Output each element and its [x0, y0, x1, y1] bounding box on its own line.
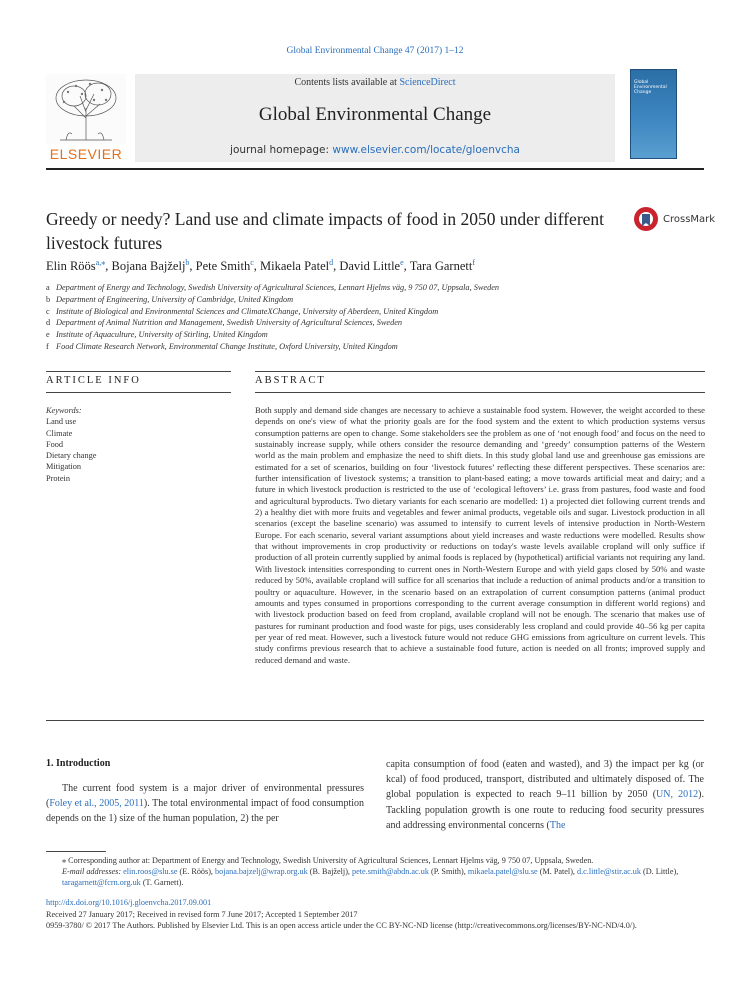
email-link[interactable]: mikaela.patel@slu.se [467, 867, 538, 877]
crossmark-badge[interactable] [633, 206, 716, 236]
abstract-rule-top [255, 371, 705, 372]
email-link[interactable]: taragarnett@fcrn.org.uk [62, 878, 141, 888]
header-divider [46, 168, 704, 170]
journal-reference[interactable]: Global Environmental Change 47 (2017) 1–12 [286, 46, 464, 56]
author[interactable]: Bojana Bajželj$^b$, [111, 258, 196, 274]
author-list [46, 258, 706, 274]
affiliation: f Food Climate Research Network, Environmental Change Institute, Oxford University, United Kingdom [46, 341, 398, 351]
keyword: Mitigation [46, 462, 82, 472]
homepage-link[interactable]: www.elsevier.com/locate/gloenvcha [332, 144, 520, 156]
article-info-rule-bottom [46, 392, 231, 393]
section-heading-introduction: 1. Introduction [46, 758, 111, 769]
email-link[interactable]: elin.roos@slu.se [123, 867, 178, 877]
citation-link[interactable]: The [549, 819, 566, 831]
article-info-heading: ARTICLE INFO [46, 375, 141, 386]
corresponding-author-note: ⁎ Corresponding author at: Department of Energy and Technology, Swedish University of Agricultural Sciences, Lennart Hjelms väg, 9 750 07, Uppsala, Sweden. [62, 856, 594, 865]
journal-cover-image[interactable] [630, 69, 677, 159]
cover-title: Global Environmental Change [634, 80, 667, 95]
body-column-right: capita consumption of food (eaten and wasted), and 3) the impact per kg (or kcal) of food produced, transport, distributed and ultimately disposed of. The global population is expected to reach 9–11 billion by 2050 (UN, 2012). Tackling population growth is one route to reducing food security pressures and addressing environmental concerns (The [386, 759, 704, 831]
crossmark-icon [633, 206, 659, 232]
author[interactable]: Elin Röös$^{a,⁎}$, [46, 258, 112, 274]
email-addresses: E-mail addresses: elin.roos@slu.se (E. Röös), bojana.bajzelj@wrap.org.uk (B. Bajželj), pete.smith@abdn.ac.uk (P. Smith), mikaela.patel@slu.se (M. Patel), d.c.little@stir.ac.uk (D. Little), taragarnett@fcrn.org.uk (T. Garnett). [62, 867, 679, 888]
keyword: Food [46, 439, 64, 449]
email-link[interactable]: pete.smith@abdn.ac.uk [352, 867, 429, 877]
contents-prefix: Contents lists available at [294, 77, 400, 88]
copyright-line: 0959-3780/ © 2017 The Authors. Published by Elsevier Ltd. This is an open access article under the CC BY-NC-ND license (http://creativecommons.org/licenses/BY-NC-ND/4.0/). [46, 921, 637, 930]
affiliation: a Department of Energy and Technology, Swedish University of Agricultural Sciences, Lennart Hjelms väg, 9 750 07, Uppsala, Sweden [46, 283, 500, 292]
citation-link[interactable]: Foley et al., 2005, 2011 [49, 798, 144, 810]
citation-link[interactable]: UN, 2012 [656, 789, 699, 801]
journal-header-band [135, 74, 615, 162]
affiliations [46, 282, 706, 353]
email-link[interactable]: bojana.bajzelj@wrap.org.uk [215, 867, 308, 877]
author[interactable]: Mikaela Patel$^d$, [260, 258, 340, 274]
elsevier-logo[interactable] [46, 74, 126, 162]
homepage-prefix: journal homepage: [230, 144, 333, 156]
affiliation: e Institute of Aquaculture, University of Stirling, United Kingdom [46, 330, 268, 340]
keyword: Climate [46, 428, 73, 438]
footnotes [46, 855, 706, 889]
author[interactable]: Tara Garnett$^f$ [409, 258, 475, 274]
doi-link[interactable]: http://dx.doi.org/10.1016/j.gloenvcha.2017.09.001 [46, 898, 212, 907]
article-title: Greedy or needy? Land use and climate impacts of food in 2050 under different livestock futures [46, 209, 605, 253]
elsevier-tree-icon [46, 74, 126, 144]
received-dates: Received 27 January 2017; Received in revised form 7 June 2017; Accepted 1 September 2017 [46, 909, 358, 919]
article-info-rule-top [46, 371, 231, 372]
keyword: Protein [46, 473, 70, 483]
elsevier-wordmark: ELSEVIER [49, 146, 123, 162]
crossmark-label: CrossMark [663, 214, 716, 225]
abstract-text: Both supply and demand side changes are necessary to achieve a sustainable food system. However, the weight accorded to these depends on one's view of what the priority goals are for the food system and the extent to which production systems versus consumption patterns are open to change. Some stakeholders see the problem as one of ‘not enough food’ and focus on the need to sustainably increase supply, while others consider the resource demanding and ‘greedy’ consumption patterns of the Western world as the main problem and emphasize the need to shift diets. In this study global land use and greenhouse gas emissions are estimated for a set of scenarios, building on four ‘livestock futures’ reflecting these different perspectives. These scenarios are: further intensification of livestock systems; a transition to plant-based eating; a move towards artificial meat and dairy; and a future in which livestock production is restricted to the use of ‘ecological leftovers’ i.e. grass from pastures, food waste and food and agricultural byproducts. Two dietary variants for each scenario are modelled: 1) a projected diet following current trends and 2) a healthy diet with more fruits and vegetables and fewer animal products, vegetable oils and sugar. Livestock production in all scenarios (except the baseline scenario) was assumed to intensify to current levels of intensive production in North-Western Europe. For each scenario, several variant assumptions about yield increases and waste reductions were modelled. Results show that without improvements in crop productivity or reductions on today's waste levels available cropland will only suffice if production of all protein currently supplied by animal foods is replaced by (hypothetical) artificial variants not requiring any land. With livestock intensities corresponding to current ones in North-Western Europe and with yield gaps closed by 50% and waste reduced by 50%, available cropland will suffice for all scenarios that include a reduction of animal products and/or a transition to poultry or aquaculture. However, in the scenario based on an extrapolation of current consumption patterns (animal product amounts and types consumed in proportions corresponding to the current average consumption in different world regions) and with livestock production based on feed from cropland, available cropland will not be enough. The scenario that makes use of pastures for ruminant production and food waste for pigs, uses considerably less cropland and could provide 40–56 kg per capita per year of red meat. However, such a livestock future would not reduce GHG emissions from agriculture on current levels. This study confirms previous research that to achieve a sustainable food future, action is needed on all fronts; improved supply and reduced demand and waste. [255, 405, 705, 665]
journal-name: Global Environmental Change [258, 104, 492, 125]
article-metadata [46, 897, 706, 932]
abstract-end-rule [46, 720, 704, 721]
abstract-rule-bottom [255, 392, 705, 393]
affiliation: c Institute of Biological and Environmental Sciences and ClimateXChange, University of Aberdeen, United Kingdom [46, 306, 439, 316]
affiliation: d Department of Animal Nutrition and Management, Swedish University of Agricultural Sciences, Sweden [46, 318, 403, 328]
homepage-line [135, 144, 615, 156]
contents-line [135, 77, 615, 88]
abstract-heading: ABSTRACT [255, 375, 326, 386]
affiliation: b Department of Engineering, University of Cambridge, United Kingdom [46, 294, 294, 304]
keywords-block [46, 405, 226, 484]
keyword: Dietary change [46, 451, 97, 461]
keyword: Land use [46, 417, 77, 427]
sciencedirect-link[interactable]: ScienceDirect [399, 77, 456, 88]
author[interactable]: David Little$^e$, [339, 258, 410, 274]
email-link[interactable]: d.c.little@stir.ac.uk [577, 867, 641, 877]
body-column-left: The current food system is a major driver of environmental pressures (Foley et al., 2005, 2011). The total environmental impact of food consumption depends on the 1) size of the human population, 2) the per [46, 783, 365, 825]
footnote-divider [46, 851, 106, 852]
author[interactable]: Pete Smith$^c$, [195, 258, 261, 274]
keywords-label: Keywords: [46, 406, 82, 415]
